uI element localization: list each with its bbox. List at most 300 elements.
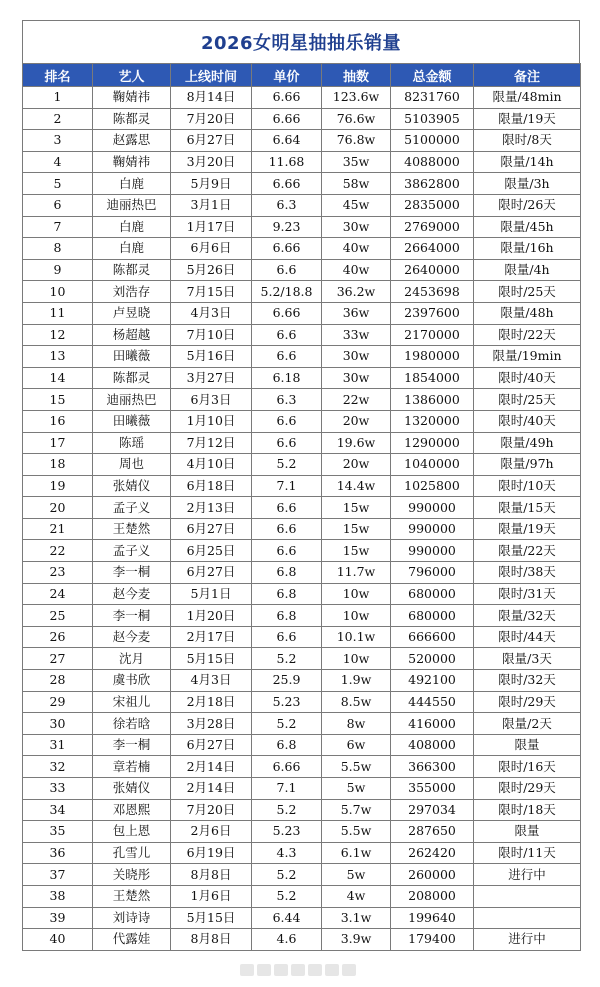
cell-artist: 卢昱晓 bbox=[93, 302, 171, 324]
cell-notes: 限量/19天 bbox=[474, 518, 581, 540]
cell-unit-price: 6.66 bbox=[252, 87, 322, 109]
cell-rank: 6 bbox=[23, 194, 93, 216]
cell-unit-price: 6.6 bbox=[252, 346, 322, 368]
cell-notes: 限时/40天 bbox=[474, 410, 581, 432]
sales-table bbox=[22, 63, 581, 951]
cell-rank: 7 bbox=[23, 216, 93, 238]
cell-notes: 限量/2天 bbox=[474, 713, 581, 735]
table-row bbox=[23, 302, 581, 324]
cell-total-amount: 666600 bbox=[391, 626, 474, 648]
table-row bbox=[23, 778, 581, 800]
cell-launch-date: 2月6日 bbox=[171, 821, 252, 843]
cell-launch-date: 8月14日 bbox=[171, 87, 252, 109]
cell-artist: 王楚然 bbox=[93, 518, 171, 540]
cell-draws: 5.5w bbox=[322, 821, 391, 843]
cell-notes: 限时/10天 bbox=[474, 475, 581, 497]
table-row bbox=[23, 864, 581, 886]
cell-notes: 限量/97h bbox=[474, 454, 581, 476]
cell-draws: 36w bbox=[322, 302, 391, 324]
cell-launch-date: 1月20日 bbox=[171, 605, 252, 627]
cell-total-amount: 1040000 bbox=[391, 454, 474, 476]
cell-launch-date: 7月10日 bbox=[171, 324, 252, 346]
cell-draws: 33w bbox=[322, 324, 391, 346]
cell-draws: 45w bbox=[322, 194, 391, 216]
cell-unit-price: 5.23 bbox=[252, 821, 322, 843]
table-row bbox=[23, 756, 581, 778]
table-row bbox=[23, 173, 581, 195]
cell-launch-date: 1月6日 bbox=[171, 885, 252, 907]
cell-rank: 19 bbox=[23, 475, 93, 497]
watermark-block bbox=[308, 964, 322, 976]
cell-rank: 2 bbox=[23, 108, 93, 130]
header-row bbox=[23, 64, 581, 87]
cell-total-amount: 2397600 bbox=[391, 302, 474, 324]
cell-launch-date: 3月1日 bbox=[171, 194, 252, 216]
cell-launch-date: 6月3日 bbox=[171, 389, 252, 411]
cell-rank: 25 bbox=[23, 605, 93, 627]
table-row bbox=[23, 130, 581, 152]
cell-artist: 陈都灵 bbox=[93, 108, 171, 130]
cell-notes: 进行中 bbox=[474, 864, 581, 886]
cell-notes: 限量/14h bbox=[474, 151, 581, 173]
cell-total-amount: 5100000 bbox=[391, 130, 474, 152]
cell-artist: 孟子义 bbox=[93, 497, 171, 519]
cell-rank: 22 bbox=[23, 540, 93, 562]
cell-unit-price: 9.23 bbox=[252, 216, 322, 238]
cell-draws: 40w bbox=[322, 238, 391, 260]
cell-total-amount: 260000 bbox=[391, 864, 474, 886]
watermark-block bbox=[240, 964, 254, 976]
cell-total-amount: 2170000 bbox=[391, 324, 474, 346]
cell-unit-price: 7.1 bbox=[252, 475, 322, 497]
cell-rank: 11 bbox=[23, 302, 93, 324]
cell-artist: 孔雪儿 bbox=[93, 842, 171, 864]
cell-rank: 20 bbox=[23, 497, 93, 519]
cell-unit-price: 6.6 bbox=[252, 518, 322, 540]
cell-notes: 限时/22天 bbox=[474, 324, 581, 346]
cell-notes: 限量 bbox=[474, 821, 581, 843]
cell-notes: 限时/11天 bbox=[474, 842, 581, 864]
cell-artist: 虞书欣 bbox=[93, 670, 171, 692]
cell-launch-date: 2月14日 bbox=[171, 778, 252, 800]
cell-unit-price: 5.2 bbox=[252, 454, 322, 476]
table-row bbox=[23, 907, 581, 929]
cell-draws: 10w bbox=[322, 583, 391, 605]
cell-notes: 限量/48min bbox=[474, 87, 581, 109]
cell-unit-price: 6.6 bbox=[252, 324, 322, 346]
cell-artist: 孟子义 bbox=[93, 540, 171, 562]
cell-total-amount: 366300 bbox=[391, 756, 474, 778]
cell-rank: 14 bbox=[23, 367, 93, 389]
watermark-block bbox=[257, 964, 271, 976]
cell-notes: 限量/16h bbox=[474, 238, 581, 260]
cell-artist: 章若楠 bbox=[93, 756, 171, 778]
cell-artist: 杨超越 bbox=[93, 324, 171, 346]
cell-notes: 限量/32天 bbox=[474, 605, 581, 627]
cell-launch-date: 3月28日 bbox=[171, 713, 252, 735]
sheet-title: 2026女明星抽抽乐销量 bbox=[200, 33, 402, 54]
cell-notes bbox=[474, 885, 581, 907]
cell-artist: 白鹿 bbox=[93, 238, 171, 260]
table-row bbox=[23, 410, 581, 432]
cell-notes: 限量/3天 bbox=[474, 648, 581, 670]
table-row bbox=[23, 108, 581, 130]
cell-artist: 张婧仪 bbox=[93, 475, 171, 497]
header-rank: 排名 bbox=[23, 64, 93, 87]
cell-artist: 赵今麦 bbox=[93, 626, 171, 648]
cell-launch-date: 6月27日 bbox=[171, 562, 252, 584]
cell-notes bbox=[474, 907, 581, 929]
cell-unit-price: 6.6 bbox=[252, 497, 322, 519]
cell-launch-date: 2月18日 bbox=[171, 691, 252, 713]
cell-total-amount: 990000 bbox=[391, 540, 474, 562]
cell-artist: 包上恩 bbox=[93, 821, 171, 843]
cell-notes: 限量/15天 bbox=[474, 497, 581, 519]
table-row bbox=[23, 626, 581, 648]
cell-total-amount: 990000 bbox=[391, 497, 474, 519]
cell-rank: 13 bbox=[23, 346, 93, 368]
table-row bbox=[23, 389, 581, 411]
cell-rank: 23 bbox=[23, 562, 93, 584]
cell-rank: 38 bbox=[23, 885, 93, 907]
cell-draws: 76.6w bbox=[322, 108, 391, 130]
cell-notes: 限量/3h bbox=[474, 173, 581, 195]
cell-artist: 李一桐 bbox=[93, 562, 171, 584]
cell-draws: 30w bbox=[322, 346, 391, 368]
cell-unit-price: 4.3 bbox=[252, 842, 322, 864]
cell-artist: 李一桐 bbox=[93, 605, 171, 627]
table-row bbox=[23, 583, 581, 605]
cell-total-amount: 492100 bbox=[391, 670, 474, 692]
cell-draws: 30w bbox=[322, 216, 391, 238]
cell-draws: 5w bbox=[322, 864, 391, 886]
cell-unit-price: 6.8 bbox=[252, 562, 322, 584]
cell-notes: 限时/25天 bbox=[474, 389, 581, 411]
cell-draws: 30w bbox=[322, 367, 391, 389]
cell-draws: 4w bbox=[322, 885, 391, 907]
cell-draws: 5w bbox=[322, 778, 391, 800]
cell-rank: 34 bbox=[23, 799, 93, 821]
cell-launch-date: 5月1日 bbox=[171, 583, 252, 605]
cell-unit-price: 5.2/18.8 bbox=[252, 281, 322, 303]
cell-launch-date: 8月8日 bbox=[171, 929, 252, 951]
cell-notes: 限时/44天 bbox=[474, 626, 581, 648]
cell-rank: 26 bbox=[23, 626, 93, 648]
cell-draws: 15w bbox=[322, 497, 391, 519]
cell-unit-price: 5.2 bbox=[252, 864, 322, 886]
cell-rank: 17 bbox=[23, 432, 93, 454]
cell-artist: 白鹿 bbox=[93, 216, 171, 238]
cell-total-amount: 1386000 bbox=[391, 389, 474, 411]
cell-rank: 12 bbox=[23, 324, 93, 346]
cell-rank: 40 bbox=[23, 929, 93, 951]
table-row bbox=[23, 367, 581, 389]
cell-total-amount: 179400 bbox=[391, 929, 474, 951]
cell-rank: 31 bbox=[23, 734, 93, 756]
cell-unit-price: 6.3 bbox=[252, 389, 322, 411]
cell-unit-price: 6.6 bbox=[252, 626, 322, 648]
watermark-block bbox=[291, 964, 305, 976]
cell-total-amount: 1854000 bbox=[391, 367, 474, 389]
cell-artist: 鞠婧祎 bbox=[93, 151, 171, 173]
cell-total-amount: 2640000 bbox=[391, 259, 474, 281]
cell-unit-price: 11.68 bbox=[252, 151, 322, 173]
cell-rank: 18 bbox=[23, 454, 93, 476]
cell-draws: 8.5w bbox=[322, 691, 391, 713]
cell-total-amount: 2769000 bbox=[391, 216, 474, 238]
cell-draws: 10w bbox=[322, 605, 391, 627]
cell-total-amount: 3862800 bbox=[391, 173, 474, 195]
cell-launch-date: 5月16日 bbox=[171, 346, 252, 368]
cell-notes: 限时/40天 bbox=[474, 367, 581, 389]
cell-artist: 张婧仪 bbox=[93, 778, 171, 800]
cell-rank: 36 bbox=[23, 842, 93, 864]
cell-artist: 鞠婧祎 bbox=[93, 87, 171, 109]
cell-draws: 3.9w bbox=[322, 929, 391, 951]
cell-notes: 限时/32天 bbox=[474, 670, 581, 692]
cell-total-amount: 796000 bbox=[391, 562, 474, 584]
cell-artist: 白鹿 bbox=[93, 173, 171, 195]
title-bar bbox=[22, 20, 580, 63]
cell-draws: 20w bbox=[322, 410, 391, 432]
cell-launch-date: 1月17日 bbox=[171, 216, 252, 238]
cell-unit-price: 6.66 bbox=[252, 108, 322, 130]
table-row bbox=[23, 929, 581, 951]
cell-unit-price: 5.23 bbox=[252, 691, 322, 713]
cell-total-amount: 1980000 bbox=[391, 346, 474, 368]
cell-total-amount: 520000 bbox=[391, 648, 474, 670]
cell-total-amount: 2453698 bbox=[391, 281, 474, 303]
cell-total-amount: 8231760 bbox=[391, 87, 474, 109]
cell-notes: 限量/48h bbox=[474, 302, 581, 324]
header-launch-date: 上线时间 bbox=[171, 64, 252, 87]
cell-notes: 进行中 bbox=[474, 929, 581, 951]
cell-unit-price: 6.8 bbox=[252, 583, 322, 605]
cell-notes: 限时/29天 bbox=[474, 778, 581, 800]
cell-artist: 刘浩存 bbox=[93, 281, 171, 303]
cell-launch-date: 4月3日 bbox=[171, 670, 252, 692]
table-row bbox=[23, 194, 581, 216]
cell-artist: 迪丽热巴 bbox=[93, 389, 171, 411]
cell-total-amount: 287650 bbox=[391, 821, 474, 843]
cell-draws: 3.1w bbox=[322, 907, 391, 929]
cell-total-amount: 2664000 bbox=[391, 238, 474, 260]
cell-total-amount: 1290000 bbox=[391, 432, 474, 454]
cell-draws: 15w bbox=[322, 518, 391, 540]
cell-artist: 田曦薇 bbox=[93, 346, 171, 368]
cell-total-amount: 2835000 bbox=[391, 194, 474, 216]
cell-artist: 邓恩熙 bbox=[93, 799, 171, 821]
cell-launch-date: 5月26日 bbox=[171, 259, 252, 281]
cell-total-amount: 990000 bbox=[391, 518, 474, 540]
cell-notes: 限时/16天 bbox=[474, 756, 581, 778]
cell-rank: 3 bbox=[23, 130, 93, 152]
watermark-block bbox=[342, 964, 356, 976]
cell-unit-price: 6.6 bbox=[252, 259, 322, 281]
cell-launch-date: 5月15日 bbox=[171, 648, 252, 670]
table-row bbox=[23, 540, 581, 562]
cell-rank: 29 bbox=[23, 691, 93, 713]
table-row bbox=[23, 885, 581, 907]
cell-draws: 14.4w bbox=[322, 475, 391, 497]
cell-launch-date: 2月14日 bbox=[171, 756, 252, 778]
table-row bbox=[23, 216, 581, 238]
cell-draws: 6w bbox=[322, 734, 391, 756]
cell-rank: 24 bbox=[23, 583, 93, 605]
cell-notes: 限时/31天 bbox=[474, 583, 581, 605]
cell-rank: 37 bbox=[23, 864, 93, 886]
cell-notes: 限时/18天 bbox=[474, 799, 581, 821]
cell-draws: 1.9w bbox=[322, 670, 391, 692]
table-row bbox=[23, 734, 581, 756]
table-row bbox=[23, 346, 581, 368]
cell-total-amount: 355000 bbox=[391, 778, 474, 800]
table-row bbox=[23, 518, 581, 540]
cell-total-amount: 444550 bbox=[391, 691, 474, 713]
cell-launch-date: 8月8日 bbox=[171, 864, 252, 886]
cell-unit-price: 6.64 bbox=[252, 130, 322, 152]
table-row bbox=[23, 713, 581, 735]
table-row bbox=[23, 87, 581, 109]
cell-draws: 19.6w bbox=[322, 432, 391, 454]
cell-draws: 10w bbox=[322, 648, 391, 670]
cell-artist: 李一桐 bbox=[93, 734, 171, 756]
cell-notes: 限时/38天 bbox=[474, 562, 581, 584]
table-row bbox=[23, 799, 581, 821]
cell-unit-price: 6.6 bbox=[252, 410, 322, 432]
cell-launch-date: 2月17日 bbox=[171, 626, 252, 648]
cell-launch-date: 6月6日 bbox=[171, 238, 252, 260]
cell-rank: 8 bbox=[23, 238, 93, 260]
cell-launch-date: 7月12日 bbox=[171, 432, 252, 454]
header-draws: 抽数 bbox=[322, 64, 391, 87]
cell-rank: 10 bbox=[23, 281, 93, 303]
table-row bbox=[23, 497, 581, 519]
cell-launch-date: 1月10日 bbox=[171, 410, 252, 432]
cell-draws: 36.2w bbox=[322, 281, 391, 303]
cell-unit-price: 6.8 bbox=[252, 605, 322, 627]
table-row bbox=[23, 648, 581, 670]
cell-notes: 限时/25天 bbox=[474, 281, 581, 303]
table-row bbox=[23, 475, 581, 497]
cell-notes: 限量/19min bbox=[474, 346, 581, 368]
cell-draws: 40w bbox=[322, 259, 391, 281]
cell-total-amount: 680000 bbox=[391, 605, 474, 627]
cell-launch-date: 6月27日 bbox=[171, 130, 252, 152]
cell-rank: 15 bbox=[23, 389, 93, 411]
cell-draws: 15w bbox=[322, 540, 391, 562]
cell-launch-date: 6月25日 bbox=[171, 540, 252, 562]
cell-launch-date: 4月3日 bbox=[171, 302, 252, 324]
cell-launch-date: 5月9日 bbox=[171, 173, 252, 195]
table-row bbox=[23, 605, 581, 627]
cell-launch-date: 6月18日 bbox=[171, 475, 252, 497]
cell-rank: 33 bbox=[23, 778, 93, 800]
cell-rank: 28 bbox=[23, 670, 93, 692]
cell-notes: 限量/4h bbox=[474, 259, 581, 281]
cell-launch-date: 6月27日 bbox=[171, 518, 252, 540]
cell-rank: 30 bbox=[23, 713, 93, 735]
cell-unit-price: 6.3 bbox=[252, 194, 322, 216]
cell-total-amount: 416000 bbox=[391, 713, 474, 735]
cell-draws: 5.5w bbox=[322, 756, 391, 778]
table-row bbox=[23, 151, 581, 173]
table-row bbox=[23, 821, 581, 843]
cell-notes: 限量/49h bbox=[474, 432, 581, 454]
header-unit-price: 单价 bbox=[252, 64, 322, 87]
cell-total-amount: 199640 bbox=[391, 907, 474, 929]
cell-total-amount: 297034 bbox=[391, 799, 474, 821]
table-row bbox=[23, 281, 581, 303]
cell-draws: 58w bbox=[322, 173, 391, 195]
cell-launch-date: 7月20日 bbox=[171, 108, 252, 130]
cell-rank: 39 bbox=[23, 907, 93, 929]
cell-unit-price: 6.6 bbox=[252, 432, 322, 454]
cell-draws: 11.7w bbox=[322, 562, 391, 584]
cell-rank: 27 bbox=[23, 648, 93, 670]
cell-unit-price: 6.6 bbox=[252, 540, 322, 562]
cell-unit-price: 4.6 bbox=[252, 929, 322, 951]
cell-launch-date: 3月20日 bbox=[171, 151, 252, 173]
cell-unit-price: 6.18 bbox=[252, 367, 322, 389]
header-artist: 艺人 bbox=[93, 64, 171, 87]
cell-draws: 22w bbox=[322, 389, 391, 411]
cell-artist: 赵露思 bbox=[93, 130, 171, 152]
cell-unit-price: 5.2 bbox=[252, 713, 322, 735]
table-row bbox=[23, 454, 581, 476]
cell-notes: 限量/22天 bbox=[474, 540, 581, 562]
table-body bbox=[23, 87, 581, 951]
cell-unit-price: 6.8 bbox=[252, 734, 322, 756]
cell-launch-date: 3月27日 bbox=[171, 367, 252, 389]
cell-draws: 20w bbox=[322, 454, 391, 476]
cell-unit-price: 6.66 bbox=[252, 756, 322, 778]
cell-launch-date: 7月15日 bbox=[171, 281, 252, 303]
cell-unit-price: 5.2 bbox=[252, 885, 322, 907]
cell-notes: 限量/19天 bbox=[474, 108, 581, 130]
cell-rank: 35 bbox=[23, 821, 93, 843]
table-row bbox=[23, 691, 581, 713]
cell-unit-price: 25.9 bbox=[252, 670, 322, 692]
cell-artist: 田曦薇 bbox=[93, 410, 171, 432]
cell-total-amount: 1025800 bbox=[391, 475, 474, 497]
cell-notes: 限时/8天 bbox=[474, 130, 581, 152]
cell-launch-date: 6月19日 bbox=[171, 842, 252, 864]
cell-artist: 周也 bbox=[93, 454, 171, 476]
header-total-amount: 总金额 bbox=[391, 64, 474, 87]
cell-artist: 陈瑶 bbox=[93, 432, 171, 454]
cell-total-amount: 5103905 bbox=[391, 108, 474, 130]
cell-rank: 21 bbox=[23, 518, 93, 540]
cell-unit-price: 6.66 bbox=[252, 173, 322, 195]
cell-notes: 限时/26天 bbox=[474, 194, 581, 216]
cell-launch-date: 2月13日 bbox=[171, 497, 252, 519]
cell-draws: 123.6w bbox=[322, 87, 391, 109]
cell-draws: 6.1w bbox=[322, 842, 391, 864]
sales-sheet bbox=[22, 20, 580, 951]
cell-artist: 代露娃 bbox=[93, 929, 171, 951]
cell-draws: 10.1w bbox=[322, 626, 391, 648]
cell-artist: 陈都灵 bbox=[93, 259, 171, 281]
cell-artist: 宋祖儿 bbox=[93, 691, 171, 713]
cell-notes: 限时/29天 bbox=[474, 691, 581, 713]
table-row bbox=[23, 842, 581, 864]
table-row bbox=[23, 670, 581, 692]
cell-total-amount: 1320000 bbox=[391, 410, 474, 432]
table-row bbox=[23, 432, 581, 454]
cell-total-amount: 208000 bbox=[391, 885, 474, 907]
cell-launch-date: 6月27日 bbox=[171, 734, 252, 756]
